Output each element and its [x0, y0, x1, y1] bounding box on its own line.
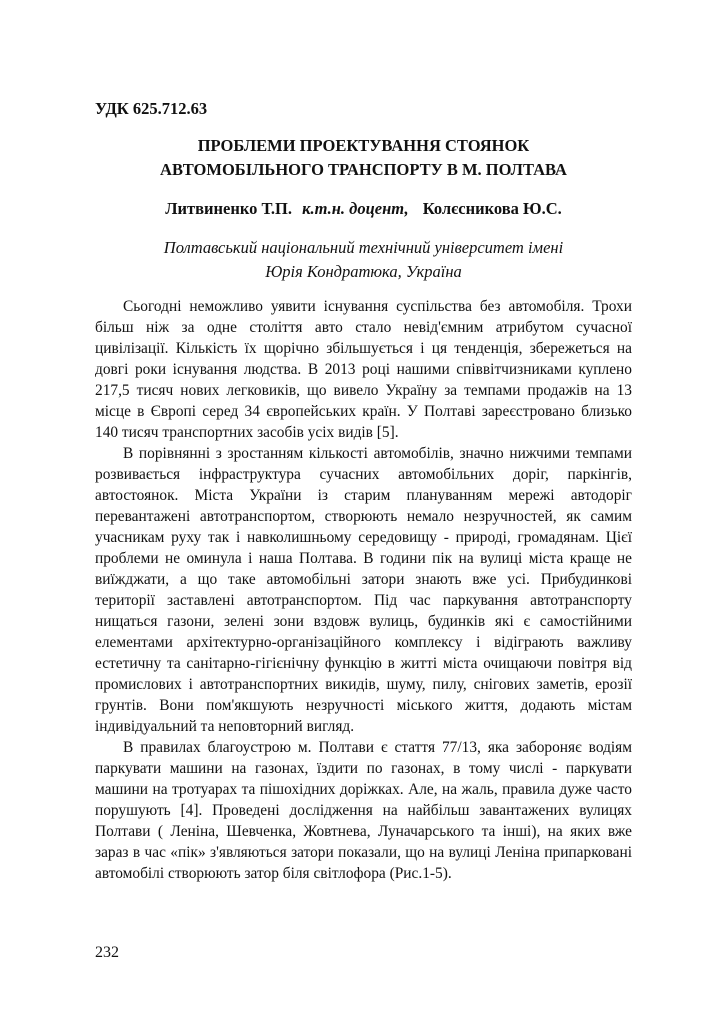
paper-title-line-1: ПРОБЛЕМИ ПРОЕКТУВАННЯ СТОЯНОК: [197, 136, 530, 155]
author-name-2: Колєсникова Ю.С.: [422, 199, 562, 218]
body-paragraph-3: В правилах благоустрою м. Полтави є стаття 77/13, яка забороняє водіям паркувати машини на газонах, їздити по газонах, в тому числі - паркувати машини на тротуарах та пішохідних доріжках. Але, на жаль, правила дуже часто порушують [4]. Проведені дослідження на найбільш завантажених вулицях Полтави ( Леніна, Шевченка, Жовтнева, Луначарського та інші), на яких вже зараз в час «пік» з'являються затори показали, що на вулиці Леніна припарковані автомобілі створюють затор біля світлофора (Рис.1-5).: [95, 739, 632, 882]
affiliation-line-2: Юрія Кондратюка, Україна: [265, 262, 462, 281]
authors-line: [95, 198, 632, 220]
page-number: 232: [95, 944, 119, 961]
body-paragraph-2: В порівнянні з зростанням кількості автомобілів, значно нижчими темпами розвивається інфраструктура сучасних автомобільних доріг, паркінгів, автостоянок. Міста України із старим плануванням мережі автодоріг перевантажені автотранспортом, створюють немало незручностей, як самим учасникам руху так і навколишньому середовищу - природі, громадянам. Цієї проблеми не оминула і наша Полтава. В години пік на вулиці міста краще не виїжджати, а що таке автомобільні затори знають вже усі. Прибудинкові території заставлені автотранспортом. Під час паркування автотранспорту нищаться газони, зелені зони вздовж вулиць, будинків які є самостійними елементами архітектурно-організаційного комплексу і відіграють важливу естетичну та санітарно-гігієнічну функцію в житті міста очищаючи повітря від промислових і автотранспортних викидів, шуму, пилу, снігових заметів, ерозії грунтів. Вони пом'якшують незручності міського життя, додають містам індивідуальний та неповторний вигляд.: [95, 445, 632, 735]
paper-title-line-2: АВТОМОБІЛЬНОГО ТРАНСПОРТУ В М. ПОЛТАВА: [160, 160, 567, 179]
udk-code: УДК 625.712.63: [95, 99, 208, 118]
affiliation-line-1: Полтавський національний технічний університет імені: [163, 238, 564, 257]
author-name-1: Литвиненко Т.П.: [165, 199, 292, 218]
article-body: [95, 296, 632, 884]
affiliation: [95, 236, 632, 284]
body-paragraph-1: Сьогодні неможливо уявити існування суспільства без автомобіля. Трохи більш ніж за одне століття авто стало невід'ємним атрибутом сучасної цивілізації. Кількість їх щорічно збільшується і ця тенденція, збережеться на довгі роки існування людства. В 2013 році нашими співвітчизниками куплено 217,5 тисяч нових легковиків, що вивело Україну за темпами продажів на 13 місце в Європі серед 34 європейських країн. У Полтаві зареєстровано близько 140 тисяч транспортних засобів усіх видів [5].: [95, 298, 632, 441]
author-degree: к.т.н. доцент,: [302, 199, 409, 218]
paper-title: [95, 134, 632, 182]
